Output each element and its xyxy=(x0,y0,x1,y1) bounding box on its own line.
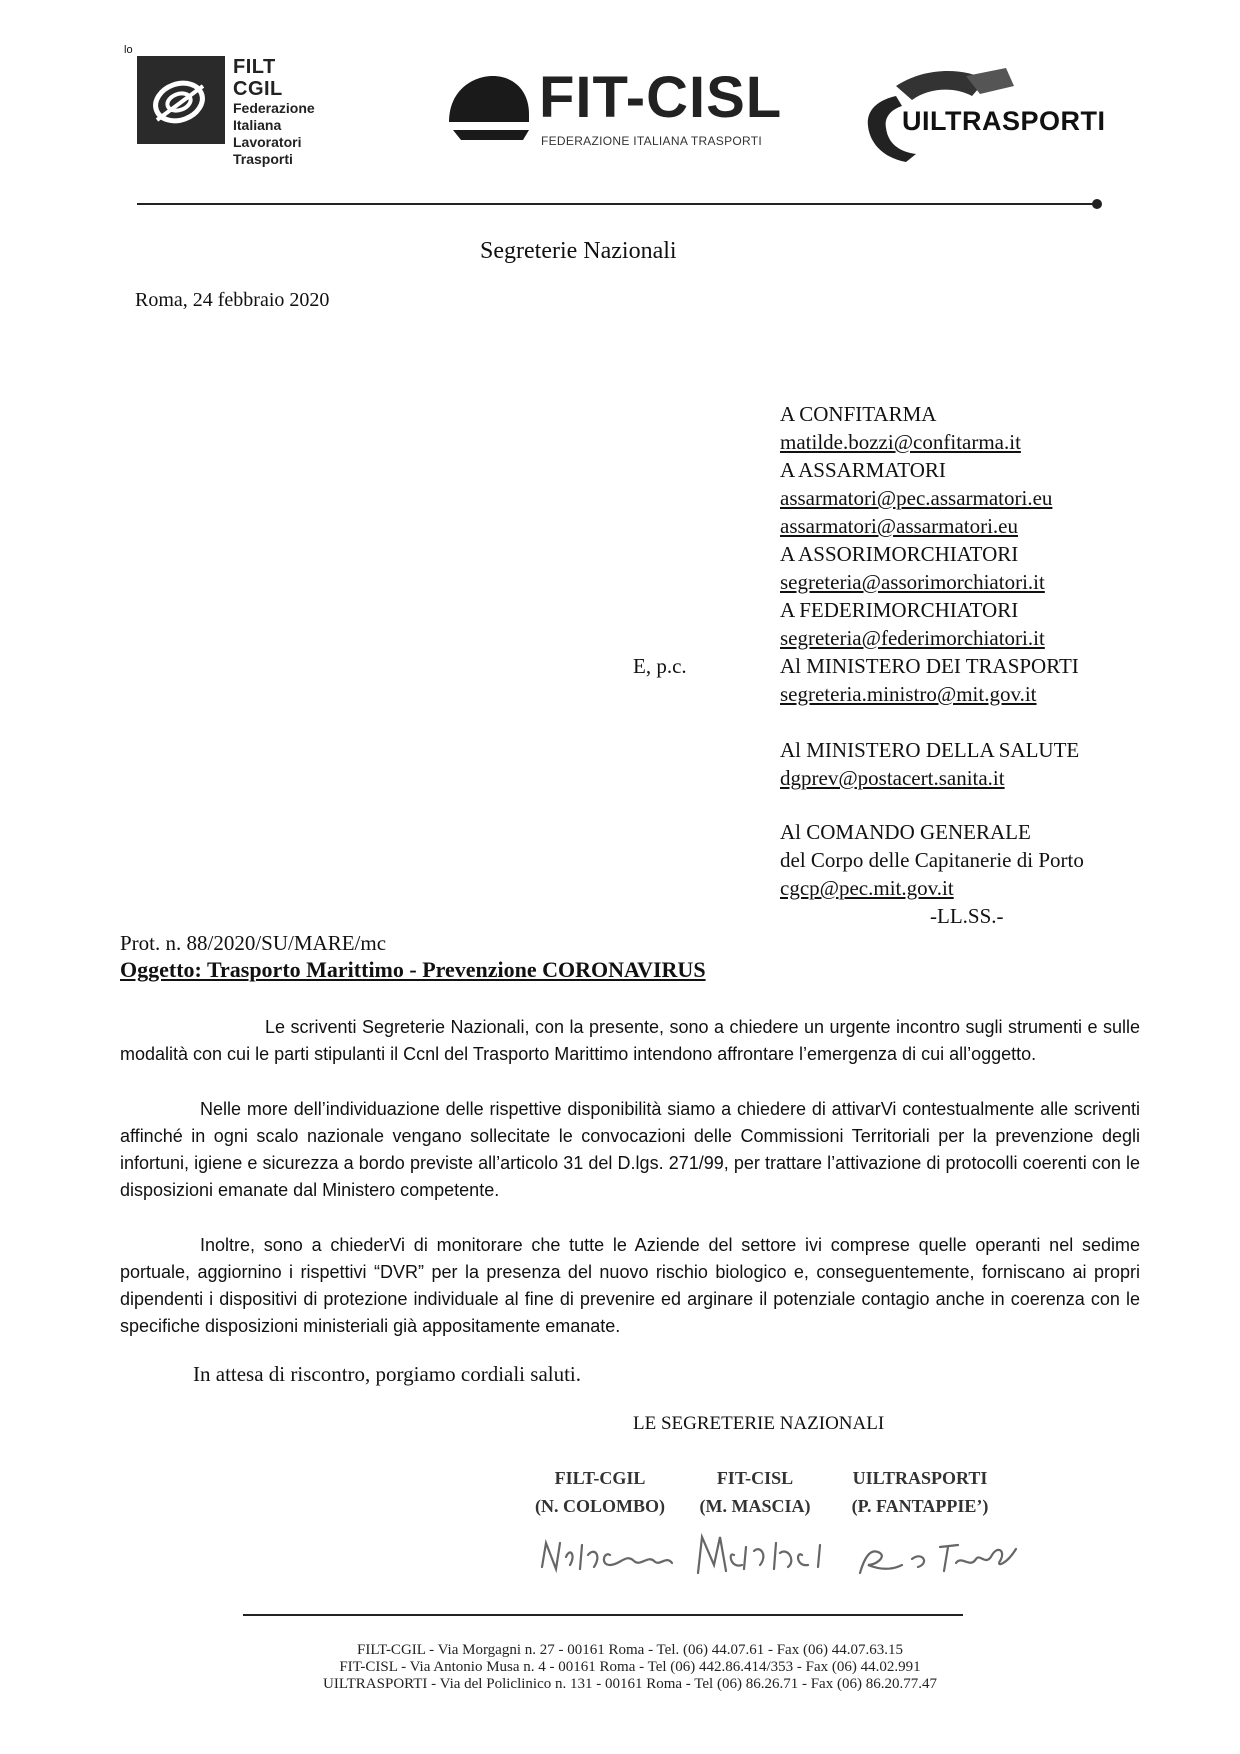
recipient-line: Al COMANDO GENERALE xyxy=(780,820,1031,844)
signature-heading: LE SEGRETERIE NAZIONALI xyxy=(633,1413,885,1434)
recipient-email: segreteria@assorimorchiatori.it xyxy=(780,570,1045,594)
recipient-email: dgprev@postacert.sanita.it xyxy=(780,766,1005,790)
body-paragraph-1: Le scriventi Segreterie Nazionali, con la presente, sono a chiedere un urgente incontro sugli strumenti e sulle modalità con cui le parti stipulanti il Ccnl del Trasporto Marittimo intendono affrontare l’emergenza di cui all’oggetto. xyxy=(120,1017,1140,1064)
ll-ss: -LL.SS.- xyxy=(930,904,1004,928)
filt-cgil-line: Federazione xyxy=(233,100,315,116)
recipients-block-2 xyxy=(780,736,1079,792)
footer-line: UILTRASPORTI - Via del Policlinico n. 131 - 00161 Roma - Tel (06) 86.26.71 - Fax (06) 86.20.77.47 xyxy=(323,1676,937,1692)
handwritten-signatures xyxy=(530,1525,1030,1605)
filt-cgil-name: FILT CGIL xyxy=(233,56,283,100)
recipient-line: Al MINISTERO DEI TRASPORTI xyxy=(780,654,1079,678)
closing-line: In attesa di riscontro, porgiamo cordiali saluti. xyxy=(193,1362,582,1386)
signature-column-fit-cisl xyxy=(680,1464,830,1520)
signature-org: UILTRASPORTI xyxy=(852,1468,988,1488)
recipient-line: A CONFITARMA xyxy=(780,402,937,426)
filt-cgil-line: Trasporti xyxy=(233,151,293,167)
fit-cisl-logo xyxy=(443,65,783,158)
signature-person: (M. MASCIA) xyxy=(699,1496,811,1516)
recipient-line: del Corpo delle Capitanerie di Porto xyxy=(780,848,1084,872)
recipient-email: assarmatori@assarmatori.eu xyxy=(780,514,1019,538)
signature-mascia xyxy=(698,1537,820,1573)
body-paragraph-3: Inoltre, sono a chiederVi di monitorare che tutte le Aziende del settore ivi comprese quelle operanti nel sedime portuale, aggiornino i rispettivi “DVR” per la presenza del nuovo rischio biologico e, conseguentemente, forniscano ai propri dipendenti i dispositivi di protezione individuale al fine di prevenire ed arginare il potenziale contagio anche in coerenza con le specifiche disposizioni ministeriali già appositamente emanate. xyxy=(120,1235,1140,1336)
filt-cgil-line: Italiana xyxy=(233,117,282,133)
protocol-number: Prot. n. 88/2020/SU/MARE/mc xyxy=(120,931,387,955)
footer-rule xyxy=(243,1614,963,1616)
recipient-line: Al MINISTERO DELLA SALUTE xyxy=(780,738,1080,762)
corner-mark: lo xyxy=(124,44,133,56)
recipient-line: A ASSARMATORI xyxy=(780,458,946,482)
subject-line: Oggetto: Trasporto Marittimo - Prevenzione CORONAVIRUS xyxy=(120,957,706,982)
fit-cisl-subtitle: FEDERAZIONE ITALIANA TRASPORTI xyxy=(541,134,763,148)
place-date: Roma, 24 febbraio 2020 xyxy=(135,289,330,311)
department-title: Segreterie Nazionali xyxy=(480,238,677,264)
signature-colombo xyxy=(542,1543,672,1569)
recipient-email: cgcp@pec.mit.gov.it xyxy=(780,876,954,900)
recipient-email: assarmatori@pec.assarmatori.eu xyxy=(780,486,1053,510)
signature-column-filt-cgil xyxy=(520,1464,680,1520)
signature-org: FILT-CGIL xyxy=(554,1468,646,1488)
recipient-email: segreteria@federimorchiatori.it xyxy=(780,626,1045,650)
fit-cisl-emblem-icon xyxy=(443,70,535,156)
cc-label: E, p.c. xyxy=(633,654,687,678)
uiltrasporti-name: UILTRASPORTI xyxy=(902,106,1106,136)
recipients-block xyxy=(780,400,1079,708)
filt-cgil-emblem-icon xyxy=(137,56,225,144)
recipient-line: A ASSORIMORCHIATORI xyxy=(780,542,1019,566)
fit-cisl-title: FIT-CISL xyxy=(539,65,783,130)
footer-line: FIT-CISL - Via Antonio Musa n. 4 - 00161 Roma - Tel (06) 442.86.414/353 - Fax (06) 44.02.991 xyxy=(339,1659,921,1675)
footer-line: FILT-CGIL - Via Morgagni n. 27 - 00161 Roma - Tel. (06) 44.07.61 - Fax (06) 44.07.63.15 xyxy=(357,1642,903,1658)
filt-cgil-line: Lavoratori xyxy=(233,134,302,150)
recipient-email: matilde.bozzi@confitarma.it xyxy=(780,430,1021,454)
signature-person: (N. COLOMBO) xyxy=(535,1496,665,1516)
recipient-line: A FEDERIMORCHIATORI xyxy=(780,598,1019,622)
filt-cgil-logo xyxy=(137,56,325,167)
footer-addresses xyxy=(220,1642,1040,1693)
body-paragraph-2: Nelle more dell’individuazione delle rispettive disponibilità siamo a chiedere di attivarVi contestualmente alle scriventi affinché in ogni scalo nazionale vengano sollecitate le convocazioni delle Commissioni Territoriali per la prevenzione degli infortuni, igiene e sicurezza a bordo previste all’articolo 31 del D.lgs. 271/99, per trattare l’attivazione di protocolli coerenti con le disposizioni emanate dal Ministero competente. xyxy=(120,1099,1140,1200)
header-rule xyxy=(137,203,1097,205)
uiltrasporti-logo xyxy=(856,66,1120,166)
signature-org: FIT-CISL xyxy=(716,1468,794,1488)
signature-person: (P. FANTAPPIE’) xyxy=(851,1496,989,1516)
recipient-email: segreteria.ministro@mit.gov.it xyxy=(780,682,1037,706)
signature-column-uiltrasporti xyxy=(830,1464,1010,1520)
recipients-block-3 xyxy=(780,818,1084,902)
header-rule-dot xyxy=(1092,199,1102,209)
signature-fantappie xyxy=(860,1545,1016,1573)
